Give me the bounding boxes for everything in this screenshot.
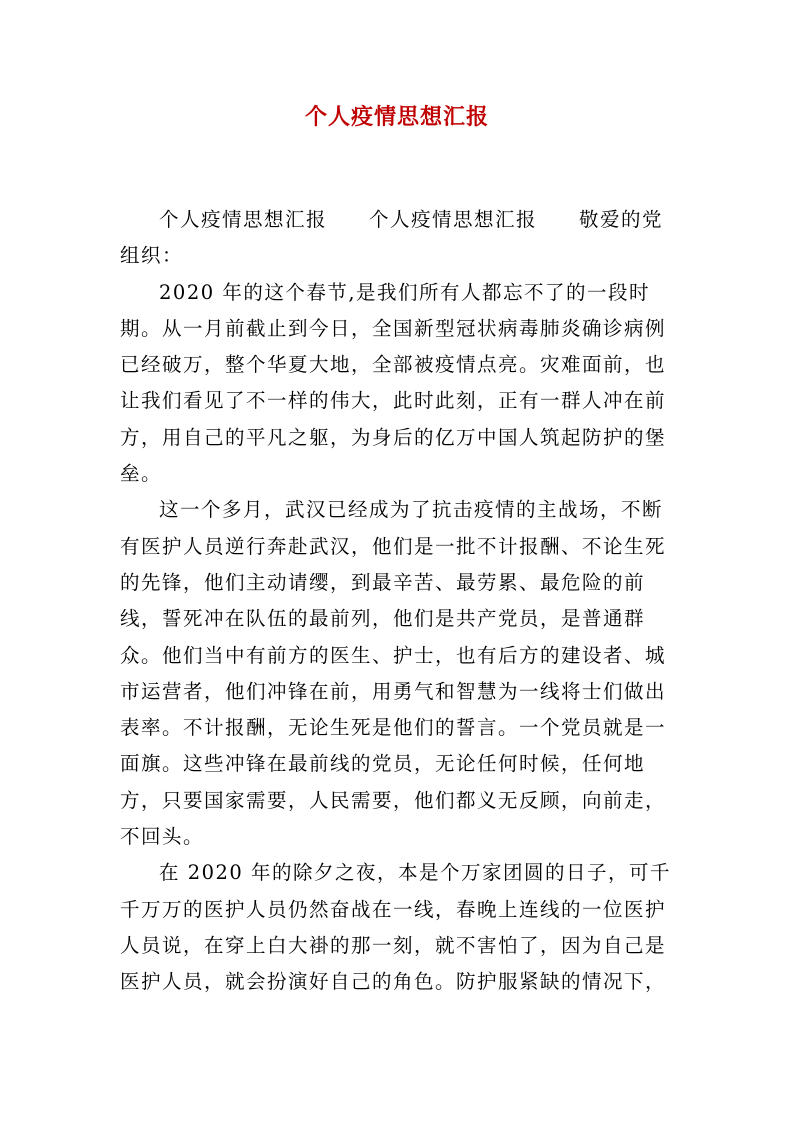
paragraph: 2020 年的这个春节,是我们所有人都忘不了的一段时期。从一月前截止到今日，全国新型冠状病毒肺炎确诊病例已经破万，整个华夏大地，全部被疫情点亮。灾难面前，也让我们看见了不一样的伟大，此时此刻，正有一群人冲在前方，用自己的平凡之躯，为身后的亿万中国人筑起防护的堡垒。: [120, 280, 667, 486]
document-title: 个人疫情思想汇报: [304, 104, 489, 130]
document-body: [120, 202, 680, 1001]
paragraph: 这一个多月，武汉已经成为了抗击疫情的主战场，不断有医护人员逆行奔赴武汉，他们是一批不计报酬、不论生死的先锋，他们主动请缨，到最辛苦、最劳累、最危险的前线，誓死冲在队伍的最前列，他们是共产党员，是普通群众。他们当中有前方的医生、护士，也有后方的建设者、城市运营者，他们冲锋在前，用勇气和智慧为一线将士们做出表率。不计报酬，无论生死是他们的誓言。一个党员就是一面旗。这些冲锋在最前线的党员，无论任何时候，任何地方，只要国家需要，人民需要，他们都义无反顾，向前走，不回头。: [120, 498, 667, 849]
paragraph: 在 2020 年的除夕之夜，本是个万家团圆的日子，可千千万万的医护人员仍然奋战在一线，春晚上连线的一位医护人员说，在穿上白大褂的那一刻，就不害怕了，因为自己是医护人员，就会扮演好自己的角色。防护服紧缺的情况下，: [120, 861, 672, 994]
paragraph: 个人疫情思想汇报 个人疫情思想汇报 敬爱的党组织：: [120, 208, 664, 268]
